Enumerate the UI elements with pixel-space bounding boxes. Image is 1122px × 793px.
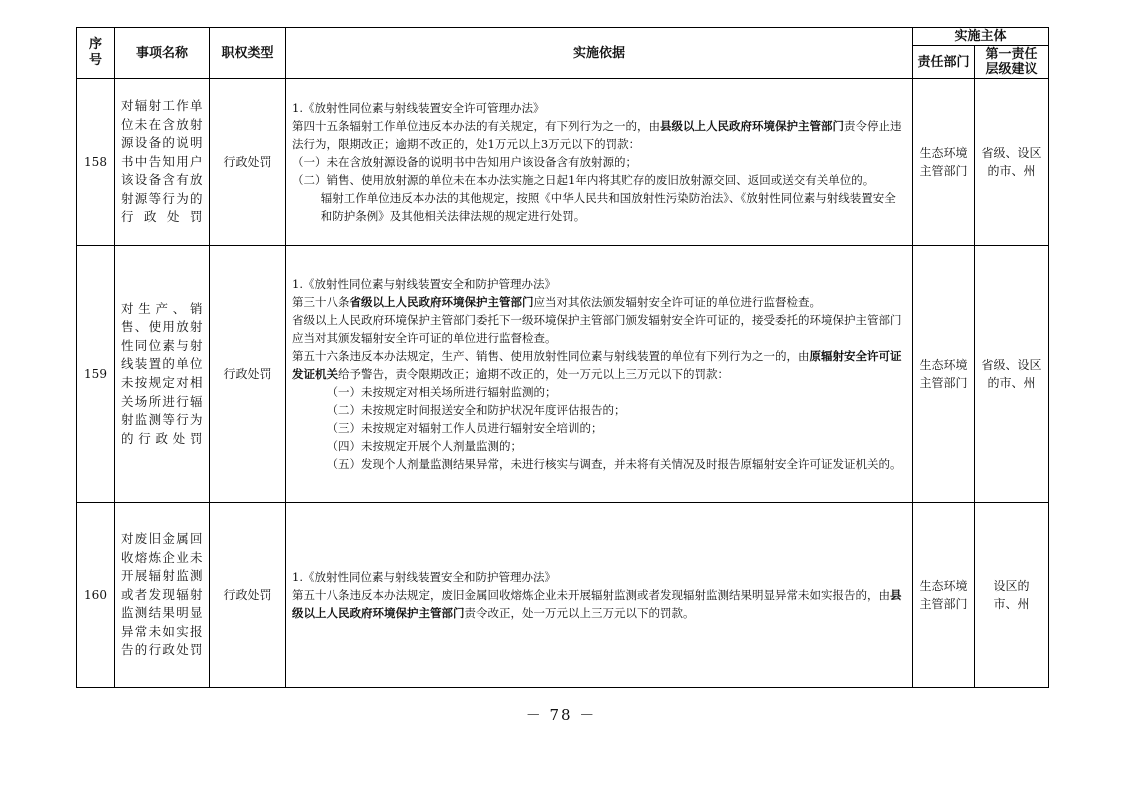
- power-type: 行政处罚: [210, 246, 286, 503]
- item-name: 对辐射工作单位未在含放射源设备的说明书中告知用户该设备含有放射源等行为的行政处罚: [115, 79, 210, 246]
- basis-item: （二）销售、使用放射源的单位未在本办法实施之日起1年内将其贮存的废旧放射源交回、返回或送交有关单位的。: [292, 173, 875, 187]
- implementation-basis: [286, 246, 913, 503]
- basis-article: 第五十八条违反本办法规定，废旧金属回收熔炼企业未开展辐射监测或者发现辐射监测结果明显异常未如实报告的，由县级以上人民政府环境保护主管部门责令改正，处一万元以上三万元以下的罚款。: [292, 588, 902, 620]
- basis-article: 第五十六条违反本办法规定，生产、销售、使用放射性同位素与射线装置的单位有下列行为之一的，由原辐射安全许可证发证机关给予警告，责令限期改正；逾期不改正的，处一万元以上三万元以下的罚款：: [292, 349, 902, 381]
- header-seq: 序号: [77, 28, 115, 79]
- item-name: 对生产、销售、使用放射性同位素与射线装置的单位未按规定对相关场所进行辐射监测等行为的行政处罚: [115, 246, 210, 503]
- basis-item: （三）未按规定对辐射工作人员进行辐射安全培训的；: [326, 421, 603, 435]
- responsible-dept: 生态环境 主管部门: [913, 79, 975, 246]
- responsible-dept: 生态环境 主管部门: [913, 503, 975, 688]
- basis-article: 第四十五条辐射工作单位违反本办法的有关规定，有下列行为之一的，由县级以上人民政府环境保护主管部门责令停止违法行为，限期改正；逾期不改正的，处1万元以上3万元以下的罚款：: [292, 119, 902, 151]
- power-type: 行政处罚: [210, 79, 286, 246]
- responsibility-level: 省级、设区 的市、州: [975, 246, 1049, 503]
- row-number: 159: [77, 246, 115, 503]
- power-type: 行政处罚: [210, 503, 286, 688]
- basis-law: 1.《放射性同位素与射线装置安全许可管理办法》: [292, 101, 545, 115]
- header-subject: 实施主体: [913, 28, 1049, 46]
- basis-item: （一）未在含放射源设备的说明书中告知用户该设备含有放射源的；: [292, 155, 637, 169]
- basis-extra: 辐射工作单位违反本办法的其他规定，按照《中华人民共和国放射性污染防治法》、《放射性同位素与射线装置安全和防护条例》及其他相关法律法规的规定进行处罚。: [320, 191, 896, 223]
- responsibility-level: 省级、设区 的市、州: [975, 79, 1049, 246]
- basis-item: （五）发现个人剂量监测结果异常，未进行核实与调查，并未将有关情况及时报告原辐射安全许可证发证机关的。: [326, 457, 902, 471]
- basis-paragraph: 省级以上人民政府环境保护主管部门委托下一级环境保护主管部门颁发辐射安全许可证的，接受委托的环境保护主管部门应当对其颁发辐射安全许可证的单位进行监督检查。: [292, 313, 902, 345]
- header-level: 第一责任层级建议: [975, 46, 1049, 79]
- basis-article: 第三十八条省级以上人民政府环境保护主管部门应当对其依法颁发辐射安全许可证的单位进行监督检查。: [292, 295, 821, 309]
- table-row: [77, 246, 1049, 503]
- basis-item: （一）未按规定对相关场所进行辐射监测的；: [326, 385, 557, 399]
- header-item-name: 事项名称: [115, 28, 210, 79]
- table-row: [77, 503, 1049, 688]
- basis-law: 1.《放射性同位素与射线装置安全和防护管理办法》: [292, 277, 556, 291]
- enforcement-table: [76, 27, 1049, 688]
- page-number: － 78 －: [525, 706, 597, 724]
- basis-item: （二）未按规定时间报送安全和防护状况年度评估报告的；: [326, 403, 626, 417]
- implementation-basis: [286, 503, 913, 688]
- responsible-dept: 生态环境 主管部门: [913, 246, 975, 503]
- basis-item: （四）未按规定开展个人剂量监测的；: [326, 439, 522, 453]
- header-basis: 实施依据: [286, 28, 913, 79]
- header-dept: 责任部门: [913, 46, 975, 79]
- header-power-type: 职权类型: [210, 28, 286, 79]
- row-number: 158: [77, 79, 115, 246]
- table-row: [77, 79, 1049, 246]
- responsibility-level: 设区的 市、州: [975, 503, 1049, 688]
- item-name: 对废旧金属回收熔炼企业未开展辐射监测或者发现辐射监测结果明显异常未如实报告的行政处罚: [115, 503, 210, 688]
- basis-law: 1.《放射性同位素与射线装置安全和防护管理办法》: [292, 570, 556, 584]
- implementation-basis: [286, 79, 913, 246]
- row-number: 160: [77, 503, 115, 688]
